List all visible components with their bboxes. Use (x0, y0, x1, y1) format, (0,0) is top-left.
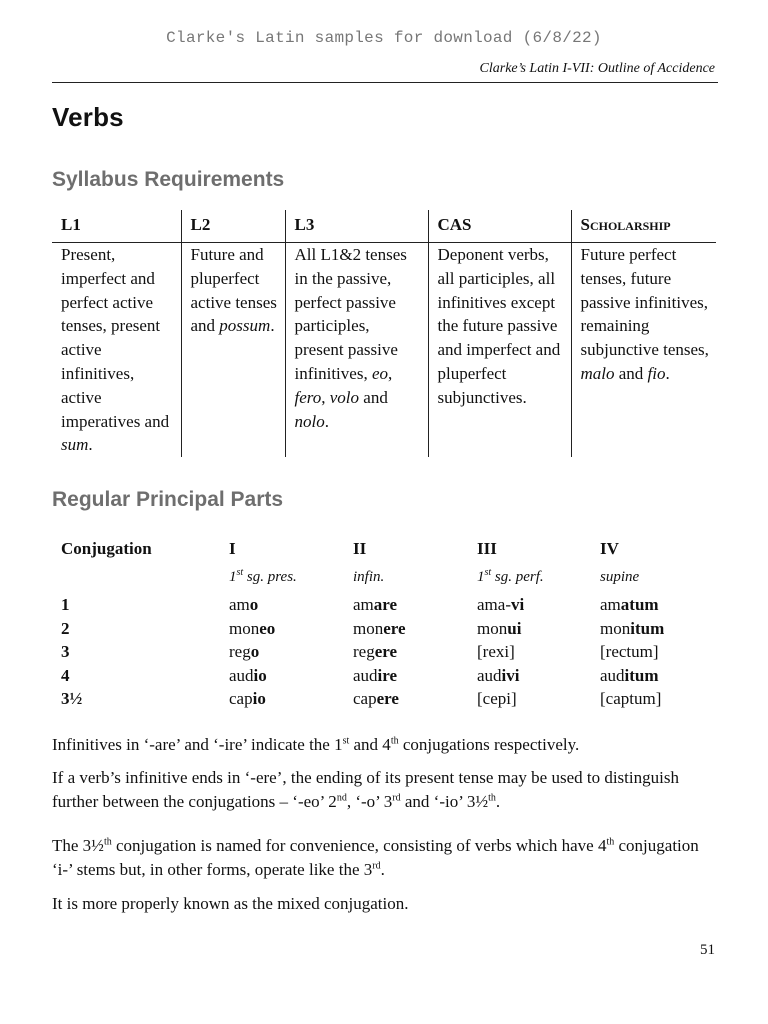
cell-l2: Future and pluperfect active tenses and possum. (181, 243, 285, 458)
section-heading-syllabus: Syllabus Requirements (52, 168, 285, 191)
download-banner: Clarke's Latin samples for download (6/8/22) (166, 29, 602, 47)
page-number: 51 (700, 942, 715, 958)
header-rule (52, 82, 718, 83)
syllabus-header-row (52, 210, 716, 243)
pp-col-conjugation: Conjugation (61, 539, 152, 559)
col-l2: L2 (181, 210, 285, 243)
pp-col-ii: II (353, 539, 367, 559)
paragraph-mixed-name: It is more properly known as the mixed conjugation. (52, 894, 409, 913)
principal-parts-table (52, 535, 692, 711)
pp-subheader-row (52, 563, 692, 593)
table-row: 1 amo amare ama-vi amatum (61, 595, 659, 614)
pp-header-row (52, 535, 692, 563)
table-row: 3½ capio capere [cepi] [captum] (61, 689, 662, 708)
cell-l1: Present, imperfect and perfect active tenses, present active infinitives, active imperatives and sum. (61, 245, 170, 455)
running-head: Clarke’s Latin I-VII: Outline of Accidence (479, 61, 715, 76)
cell-scholarship: Future perfect tenses, future passive infinitives, remaining subjunctive tenses, malo and fio. (571, 243, 716, 458)
pp-sub-iv: supine (600, 569, 640, 586)
col-scholarship: Scholarship (571, 210, 716, 243)
pp-col-iii: III (477, 539, 497, 559)
syllabus-body-row (52, 243, 716, 458)
col-cas: CAS (428, 210, 571, 243)
pp-sub-iii: 1st sg. perf. (477, 567, 544, 586)
pp-sub-i: 1st sg. pres. (229, 567, 297, 586)
paragraph-ere-ending: If a verb’s infinitive ends in ‘-ere’, the ending of its present tense may be used to distinguish further between the conjugations – ‘-eo’ 2nd, ‘-o’ 3rd and ‘-io’ 3½$^{th}$. (52, 768, 679, 811)
table-row: 2 moneo monere monui monitum (61, 618, 665, 638)
pp-sub-ii: infin. (353, 569, 385, 586)
cell-cas: Deponent verbs, all participles, all infinitives except the future passive and imperfect and pluperfect subjunctives. (428, 243, 571, 458)
table-row: 3 rego regere [rexi] [rectum] (61, 642, 659, 661)
section-heading-principal-parts: Regular Principal Parts (52, 488, 284, 511)
syllabus-table (52, 210, 716, 457)
table-row: 4 audio audire audivi auditum (61, 665, 659, 685)
col-l3: L3 (285, 210, 428, 243)
paragraph-mixed-conjugation: The 3½$^{th}$ conjugation is named for convenience, consisting of verbs which have 4th conjugation ‘i-’ stems but, in other forms, operate like the 3rd. (52, 836, 699, 879)
paragraph-infinitives: Infinitives in ‘-are’ and ‘-ire’ indicate the 1st and 4th conjugations respectively. (52, 735, 580, 754)
page-title: Verbs (52, 102, 124, 132)
col-l1: L1 (52, 210, 181, 243)
pp-col-iv: IV (600, 539, 619, 559)
pp-col-i: I (229, 539, 236, 559)
cell-l3: All L1&2 tenses in the passive, perfect passive participles, present passive infinitives, eo, fero, volo and nolo. (285, 243, 428, 458)
